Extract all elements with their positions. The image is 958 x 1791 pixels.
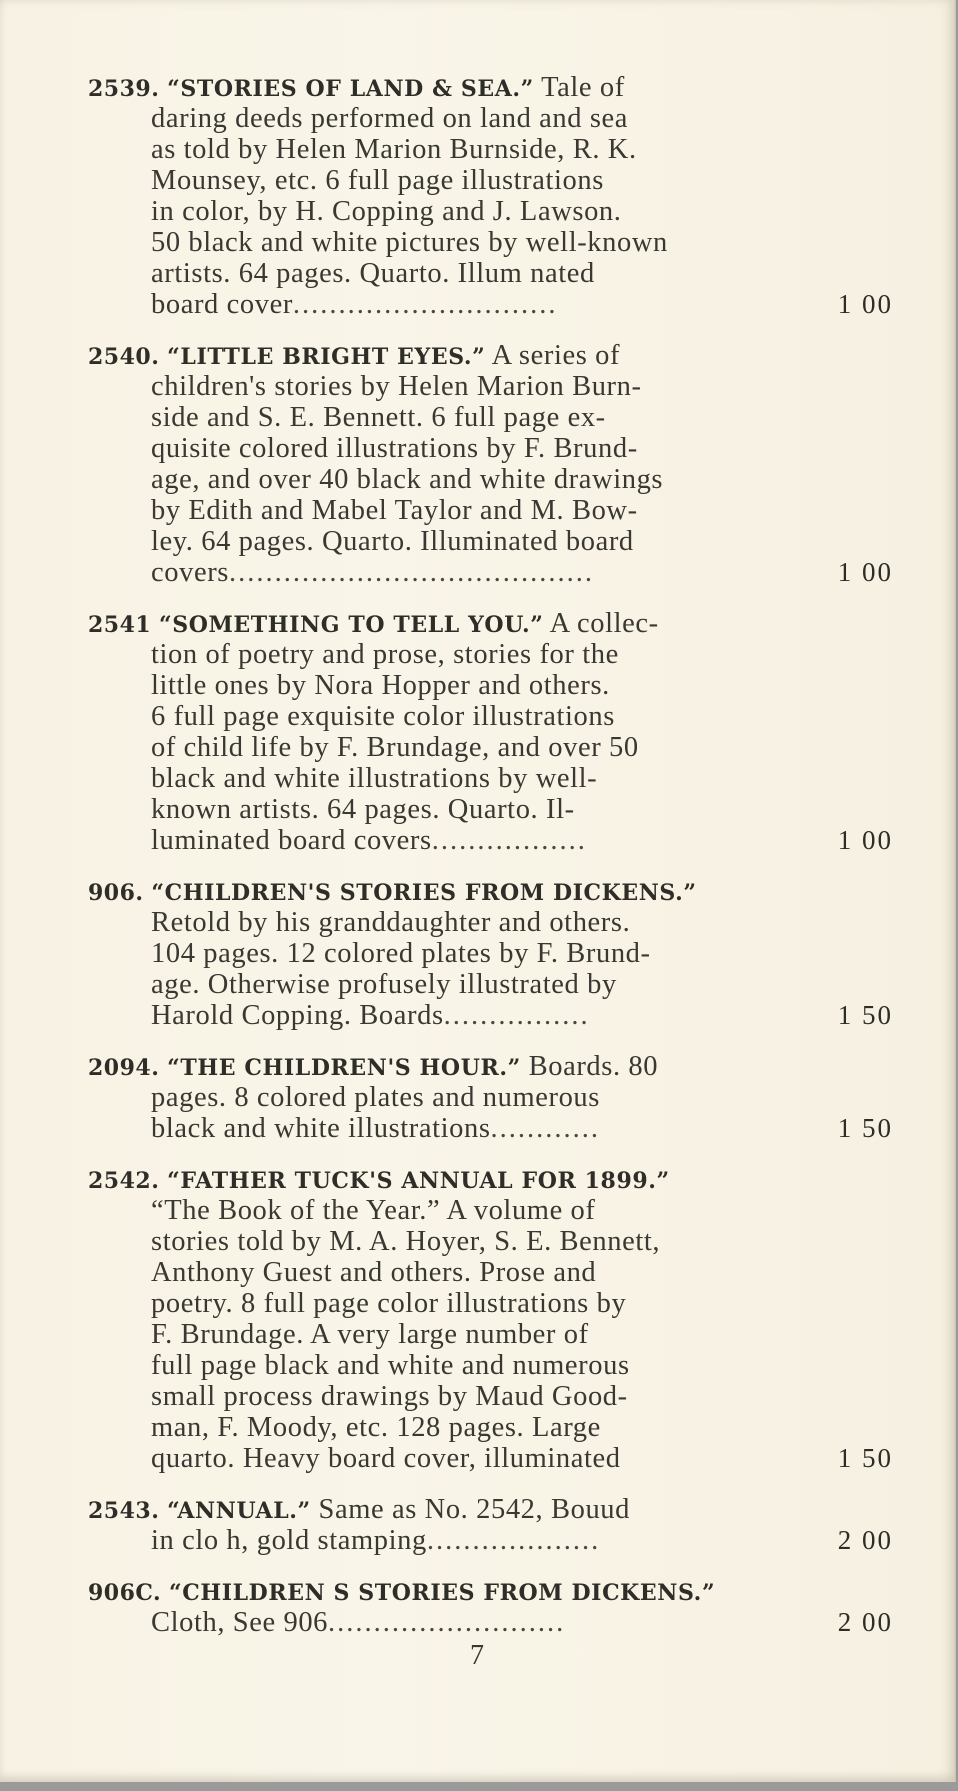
entry-heading-line [88, 1051, 893, 1082]
description-text: age. Otherwise profusely illustrated by [151, 969, 617, 1000]
description-text: Retold by his granddaughter and others. [151, 907, 631, 938]
catalog-entry [88, 1576, 893, 1638]
entry-description-line [88, 1525, 893, 1556]
item-price: 2 00 [837, 1525, 893, 1555]
description-text: tion of poetry and prose, stories for the [151, 639, 619, 670]
entry-description-line [88, 1607, 893, 1638]
entry-description-line [88, 402, 893, 433]
leader-dots: ................... [426, 1525, 601, 1556]
item-price: 1 00 [837, 289, 893, 319]
description-text: board cover [151, 289, 293, 320]
leader-dots: ................ [443, 1000, 590, 1031]
description-text: “The Book of the Year.” A volume of [151, 1195, 596, 1226]
description-text: quarto. Heavy board cover, illuminated [151, 1443, 621, 1474]
entry-description-line [88, 1288, 893, 1319]
description-text: 6 full page exquisite color illustrations [151, 701, 615, 732]
entry-description-line [88, 907, 893, 938]
item-number: 2543. [88, 1498, 160, 1524]
description-text: stories told by M. A. Hoyer, S. E. Bennett, [151, 1226, 661, 1257]
entry-description-line [88, 495, 893, 526]
description-text: as told by Helen Marion Burnside, R. K. [151, 134, 637, 165]
description-text: little ones by Nora Hopper and others. [151, 670, 610, 701]
entry-description-line [88, 1381, 893, 1412]
description-text: F. Brundage. A very large number of [151, 1319, 589, 1350]
catalog-entry [88, 876, 893, 1031]
catalog-entry [88, 608, 893, 856]
entry-description-line [88, 1000, 893, 1031]
page-number: 7 [470, 1640, 484, 1671]
entry-description-line [88, 670, 893, 701]
item-price: 1 50 [837, 1113, 893, 1143]
description-text: small process drawings by Maud Good- [151, 1381, 628, 1412]
entry-description-line [88, 134, 893, 165]
catalog-entry [88, 1164, 893, 1474]
entry-description-line [88, 1082, 893, 1113]
entry-heading-line [88, 1494, 893, 1525]
entry-description-line [88, 371, 893, 402]
item-title: “FATHER TUCK'S ANNUAL FOR 1899.” [167, 1168, 670, 1194]
entry-heading-line [88, 608, 893, 639]
entry-description-line [88, 763, 893, 794]
description-text: A collec- [549, 608, 659, 639]
entry-heading-line [88, 876, 893, 907]
description-text: ley. 64 pages. Quarto. Illuminated board [151, 526, 634, 557]
entry-description-line [88, 1113, 893, 1144]
item-price: 1 00 [837, 825, 893, 855]
entry-heading-line [88, 1164, 893, 1195]
description-text: quisite colored illustrations by F. Brund- [151, 433, 638, 464]
description-text: age, and over 40 black and white drawings [151, 464, 664, 495]
leader-dots: .......................... [328, 1607, 566, 1638]
entry-description-line [88, 825, 893, 856]
item-number: 2539. [88, 76, 160, 102]
entry-description-line [88, 526, 893, 557]
description-text: Same as No. 2542, Bouud [318, 1494, 630, 1525]
entry-description-line [88, 794, 893, 825]
item-number: 906. [88, 880, 144, 906]
entry-description-line [88, 464, 893, 495]
entry-heading-line [88, 72, 893, 103]
item-title: “SOMETHING TO TELL YOU.” [158, 612, 544, 638]
description-text: 104 pages. 12 colored plates by F. Brund- [151, 938, 651, 969]
description-text: covers [151, 557, 229, 588]
book-listing [88, 72, 893, 1658]
entry-heading-line [88, 340, 893, 371]
description-text: artists. 64 pages. Quarto. Illum nated [151, 258, 595, 289]
item-number: 2541 [88, 612, 152, 638]
entry-description-line [88, 701, 893, 732]
description-text: in color, by H. Copping and J. Lawson. [151, 196, 622, 227]
entry-description-line [88, 1443, 893, 1474]
leader-dots: ............ [490, 1113, 601, 1144]
entry-description-line [88, 969, 893, 1000]
description-text: by Edith and Mabel Taylor and M. Bow- [151, 495, 638, 526]
description-text: man, F. Moody, etc. 128 pages. Large [151, 1412, 601, 1443]
description-text: of child life by F. Brundage, and over 50 [151, 732, 639, 763]
description-text: children's stories by Helen Marion Burn- [151, 371, 642, 402]
description-text: black and white illustrations [151, 1113, 491, 1144]
item-title: “ANNUAL.” [167, 1498, 311, 1524]
entry-description-line [88, 1412, 893, 1443]
entry-description-line [88, 227, 893, 258]
entry-description-line [88, 1350, 893, 1381]
entry-description-line [88, 103, 893, 134]
entry-description-line [88, 557, 893, 588]
leader-dots: ............................. [292, 289, 558, 320]
leader-dots: ........................................ [228, 557, 594, 588]
description-text: poetry. 8 full page color illustrations by [151, 1288, 627, 1319]
entry-description-line [88, 1226, 893, 1257]
description-text: black and white illustrations by well- [151, 763, 598, 794]
description-text: in clo h, gold stamping [151, 1525, 427, 1556]
item-price: 1 50 [837, 1000, 893, 1030]
catalog-entry [88, 1494, 893, 1556]
leader-dots: ................. [431, 825, 587, 856]
entry-description-line [88, 196, 893, 227]
entry-description-line [88, 639, 893, 670]
description-text: Mounsey, etc. 6 full page illustrations [151, 165, 604, 196]
description-text: full page black and white and numerous [151, 1350, 630, 1381]
description-text: side and S. E. Bennett. 6 full page ex- [151, 402, 606, 433]
item-number: 2094. [88, 1055, 160, 1081]
entry-description-line [88, 938, 893, 969]
item-price: 1 00 [837, 557, 893, 587]
item-title: “LITTLE BRIGHT EYES.” [167, 344, 486, 370]
description-text: pages. 8 colored plates and numerous [151, 1082, 600, 1113]
item-price: 2 00 [837, 1607, 893, 1637]
description-text: Anthony Guest and others. Prose and [151, 1257, 597, 1288]
item-price: 1 50 [837, 1443, 893, 1473]
description-text: known artists. 64 pages. Quarto. Il- [151, 794, 575, 825]
item-title: “CHILDREN'S STORIES FROM DICKENS.” [151, 880, 697, 906]
item-title: “THE CHILDREN'S HOUR.” [167, 1055, 521, 1081]
item-number: 2540. [88, 344, 160, 370]
entry-description-line [88, 732, 893, 763]
entry-description-line [88, 165, 893, 196]
description-text: Boards. 80 [528, 1051, 659, 1082]
description-text: Harold Copping. Boards [151, 1000, 444, 1031]
description-text: Cloth, See 906 [151, 1607, 329, 1638]
entry-description-line [88, 1257, 893, 1288]
entry-description-line [88, 289, 893, 320]
entry-description-line [88, 1195, 893, 1226]
item-number: 2542. [88, 1168, 160, 1194]
entry-description-line [88, 1319, 893, 1350]
item-title: “STORIES OF LAND & SEA.” [167, 76, 534, 102]
description-text: Tale of [541, 72, 625, 103]
entry-description-line [88, 258, 893, 289]
catalog-entry [88, 1051, 893, 1144]
catalog-entry [88, 340, 893, 588]
description-text: A series of [491, 340, 621, 371]
entry-heading-line [88, 1576, 893, 1607]
item-number: 906C. [88, 1580, 162, 1606]
description-text: daring deeds performed on land and sea [151, 103, 629, 134]
description-text: luminated board covers [151, 825, 432, 856]
entry-description-line [88, 433, 893, 464]
item-title: “CHILDREN S STORIES FROM DICKENS.” [168, 1580, 716, 1606]
catalog-entry [88, 72, 893, 320]
description-text: 50 black and white pictures by well-known [151, 227, 668, 258]
